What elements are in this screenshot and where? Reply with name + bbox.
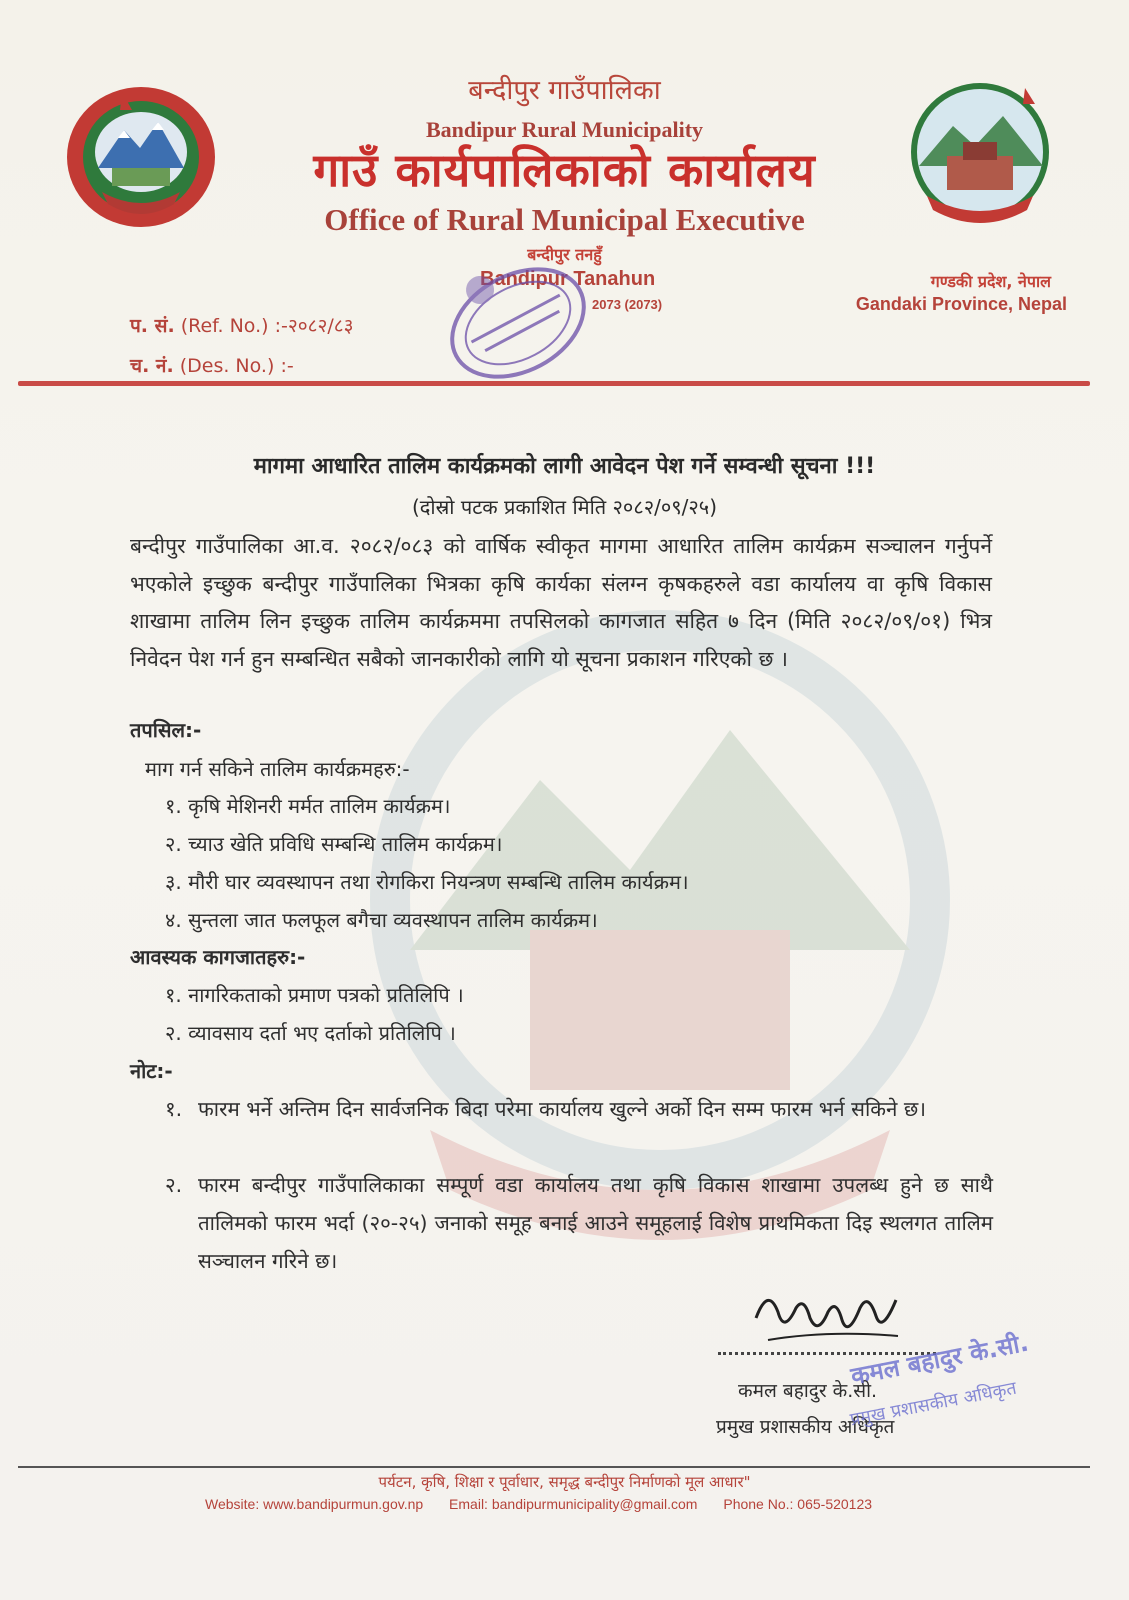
- email: Email: bandipurmunicipality@gmail.com: [449, 1496, 698, 1512]
- programs-label: माग गर्न सकिने तालिम कार्यक्रमहरु:-: [145, 757, 410, 781]
- ref-label-np: प. सं.: [130, 315, 175, 337]
- municipality-name-en: Bandipur Rural Municipality: [425, 117, 704, 142]
- address-en: Bandipur Tanahun: [480, 268, 656, 290]
- signature-icon: [748, 1278, 908, 1358]
- notice-intro: बन्दीपुर गाउँपालिका आ.व. २०८२/०८३ को वार्षिक स्वीकृत मागमा आधारित तालिम कार्यक्रम सञ्चालन गर्नुपर्ने भएकोले इच्छुक बन्दीपुर गाउँपालिका भित्रका कृषि कार्यका संलग्न कृषकहरुले वडा कार्यालय वा कृषि विकास शाखामा तालिम लिन इच्छुक तालिम कार्यक्रममा तपसिलको कागजात सहित ७ दिन (मिति २०८२/०९/०१) भित्र निवेदन पेश गर्न हुन सम्बन्धित सबैको जानकारीको लागि यो सूचना प्रकाशन गरिएको छ ।: [130, 534, 992, 671]
- established-year: 2073 (2073): [592, 297, 663, 312]
- ref-label-en: (Ref. No.): [180, 315, 269, 337]
- header-divider: [18, 381, 1090, 386]
- signatory-name: कमल बहादुर के.सी.: [738, 1380, 878, 1402]
- name-stamp: कमल बहादुर के.सी.: [848, 1328, 1031, 1391]
- dispatch-number: [130, 352, 294, 378]
- program-item: २. च्याउ खेति प्रविधि सम्बन्धि तालिम कार्यक्रम।: [165, 832, 503, 856]
- program-item: ३. मौरी घार व्यवस्थापन तथा रोगकिरा नियन्त्रण सम्बन्धि तालिम कार्यक्रम।: [165, 870, 689, 894]
- des-label-np: च. नं.: [130, 355, 174, 377]
- note-number: २.: [165, 1173, 183, 1197]
- office-name-np: गाउँ कार्यपालिकाको कार्यालय: [313, 143, 816, 197]
- des-value: :-: [280, 355, 294, 377]
- title-stamp: प्रमुख प्रशासकीय अधिकृत: [848, 1377, 1019, 1431]
- note-text: फारम भर्ने अन्तिम दिन सार्वजनिक बिदा परेमा कार्यालय खुल्ने अर्को दिन सम्म फारम भर्न सकिने छ।: [198, 1097, 927, 1121]
- note-text: फारम बन्दीपुर गाउँपालिकाका सम्पूर्ण वडा कार्यालय तथा कृषि विकास शाखामा उपलब्ध हुने छ साथै तालिमको फारम भर्दा (२०-२५) जनाको समूह बनाई आउने समूहलाई विशेष प्राथमिकता दिइ स्थलगत तालिम सञ्चालन गरिने छ।: [198, 1173, 993, 1273]
- program-item: १. कृषि मेशिनरी मर्मत तालिम कार्यक्रम।: [165, 794, 451, 818]
- phone: Phone No.: 065-520123: [723, 1496, 873, 1512]
- document-item: १. नागरिकताको प्रमाण पत्रको प्रतिलिपि ।: [165, 983, 464, 1007]
- note-item: [165, 1166, 993, 1280]
- province-np: गण्डकी प्रदेश, नेपाल: [930, 272, 1051, 291]
- ref-number: [130, 312, 354, 338]
- ref-value: :-२०८२/८३: [274, 315, 354, 337]
- municipality-name-np: बन्दीपुर गाउँपालिका: [468, 75, 661, 106]
- note-number: १.: [165, 1097, 183, 1121]
- office-name-en: Office of Rural Municipal Executive: [324, 202, 805, 237]
- province-en: Gandaki Province, Nepal: [855, 294, 1067, 314]
- footer-contacts: [205, 1496, 894, 1512]
- website: Website: www.bandipurmun.gov.np: [205, 1496, 424, 1512]
- program-item: ४. सुन्तला जात फलफूल बगैचा व्यवस्थापन तालिम कार्यक्रम।: [165, 908, 598, 932]
- office-stamp-icon: [428, 248, 608, 398]
- signatory-title: प्रमुख प्रशासकीय अधिकृत: [716, 1416, 895, 1438]
- footer-motto: पर्यटन, कृषि, शिक्षा र पूर्वाधार, समृद्ध बन्दीपुर निर्माणको मूल आधार": [378, 1473, 751, 1491]
- address-np: बन्दीपुर तनहुँ: [527, 245, 602, 264]
- note-item: [165, 1090, 993, 1128]
- note-label: नोट:-: [130, 1059, 173, 1083]
- footer-divider: [18, 1466, 1090, 1468]
- des-label-en: (Des. No.): [179, 355, 275, 377]
- documents-label: आवस्यक कागजातहरु:-: [130, 945, 306, 969]
- tapasil-label: तपसिल:-: [130, 718, 202, 742]
- document-item: २. व्यावसाय दर्ता भए दर्ताको प्रतिलिपि ।: [165, 1021, 456, 1045]
- notice-subtitle: (दोस्रो पटक प्रकाशित मिति २०८२/०९/२५): [411, 495, 718, 519]
- notice-title: मागमा आधारित तालिम कार्यक्रमको लागी आवेदन पेश गर्ने सम्वन्धी सूचना !!!: [253, 454, 876, 479]
